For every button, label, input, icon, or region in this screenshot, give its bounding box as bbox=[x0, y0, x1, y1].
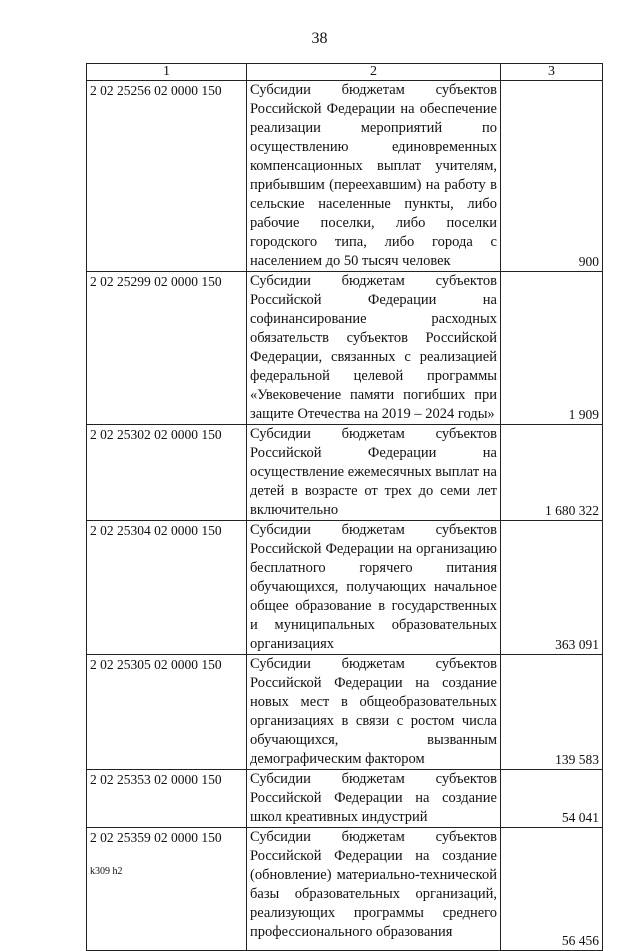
subsidy-amount: 900 bbox=[501, 81, 603, 272]
subsidy-description: Субсидии бюджетам субъектов Российской Федерации на создание школ креативных индустрий bbox=[247, 770, 501, 828]
subsidy-amount: 1 680 322 bbox=[501, 425, 603, 521]
budget-code: 2 02 25359 02 0000 150 bbox=[87, 828, 247, 951]
table-row bbox=[87, 81, 603, 272]
column-header-amount: 3 bbox=[501, 64, 603, 81]
subsidy-description: Субсидии бюджетам субъектов Российской Федерации на осуществление ежемесячных выплат на детей в возрасте от трех до семи лет включительно bbox=[247, 425, 501, 521]
subsidy-amount: 363 091 bbox=[501, 521, 603, 655]
subsidy-description: Субсидии бюджетам субъектов Российской Федерации на обеспечение реализации мероприятий по осуществлению единовременных компенсационных выплат учителям, прибывшим (переехавшим) на работу в сельские населенные пункты, либо рабочие поселки, либо поселки городского типа, либо города с населением до 50 тысяч человек bbox=[247, 81, 501, 272]
subsidy-amount: 56 456 bbox=[501, 828, 603, 951]
table-row bbox=[87, 655, 603, 770]
table-row bbox=[87, 272, 603, 425]
subsidy-amount: 139 583 bbox=[501, 655, 603, 770]
budget-code: 2 02 25353 02 0000 150 bbox=[87, 770, 247, 828]
table-row bbox=[87, 770, 603, 828]
column-header-description: 2 bbox=[247, 64, 501, 81]
budget-code: 2 02 25305 02 0000 150 bbox=[87, 655, 247, 770]
budget-code: 2 02 25304 02 0000 150 bbox=[87, 521, 247, 655]
subsidy-description: Субсидии бюджетам субъектов Российской Федерации на организацию бесплатного горячего питания обучающихся, получающих начальное общее образование в государственных и муниципальных образовательных организациях bbox=[247, 521, 501, 655]
subsidy-description: Субсидии бюджетам субъектов Российской Федерации на создание новых мест в общеобразовательных организациях в связи с ростом числа обучающихся, вызванным демографическим фактором bbox=[247, 655, 501, 770]
budget-table bbox=[86, 63, 603, 951]
subsidy-description: Субсидии бюджетам субъектов Российской Федерации на создание (обновление) материально-технической базы образовательных организаций, реализующих программы среднего профессионального образования bbox=[247, 828, 501, 951]
budget-code: 2 02 25302 02 0000 150 bbox=[87, 425, 247, 521]
table-row bbox=[87, 521, 603, 655]
table-row bbox=[87, 828, 603, 951]
subsidy-amount: 1 909 bbox=[501, 272, 603, 425]
table-row bbox=[87, 425, 603, 521]
table-header-row bbox=[87, 64, 603, 81]
footer-mark: k309 h2 bbox=[90, 866, 123, 877]
subsidy-amount: 54 041 bbox=[501, 770, 603, 828]
budget-code: 2 02 25299 02 0000 150 bbox=[87, 272, 247, 425]
budget-code: 2 02 25256 02 0000 150 bbox=[87, 81, 247, 272]
column-header-code: 1 bbox=[87, 64, 247, 81]
subsidy-description: Субсидии бюджетам субъектов Российской Федерации на софинансирование расходных обязательств субъектов Российской Федерации, связанных с реализацией федеральной целевой программы «Увековечение памяти погибших при защите Отечества на 2019 – 2024 годы» bbox=[247, 272, 501, 425]
page-number: 38 bbox=[311, 30, 328, 47]
